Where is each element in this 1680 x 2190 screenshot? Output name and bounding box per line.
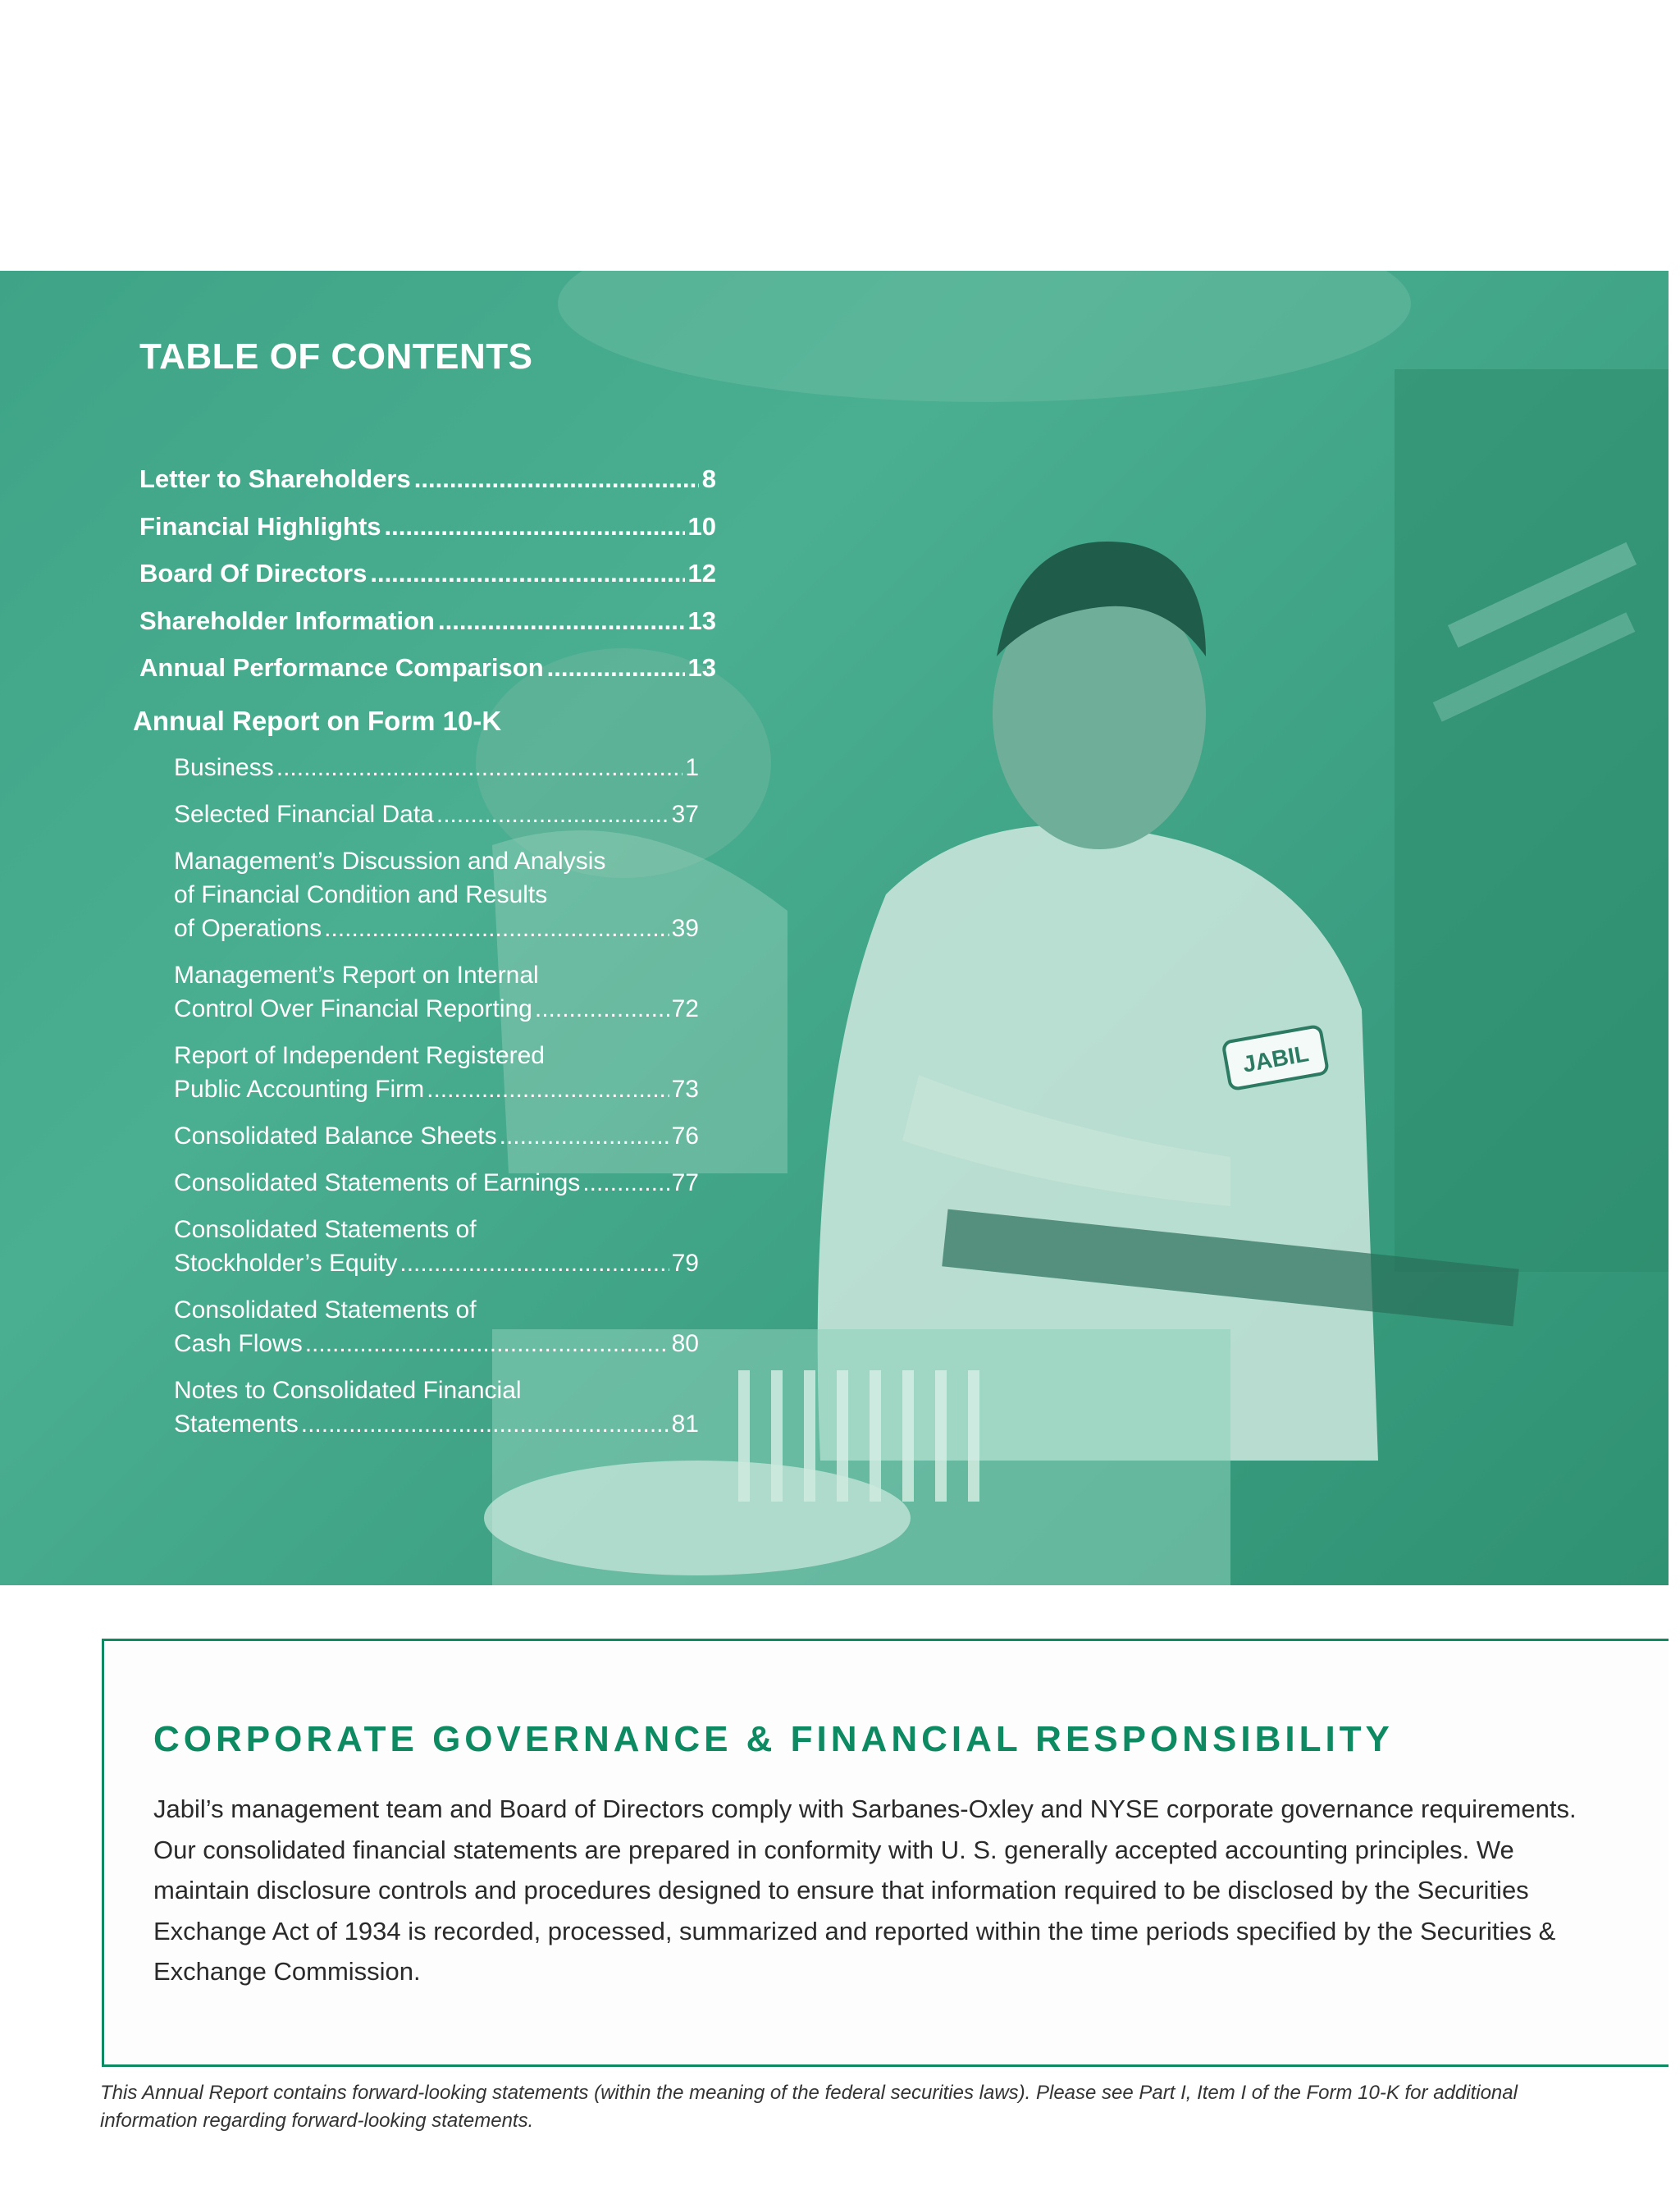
governance-body: Jabil’s management team and Board of Directors comply with Sarbanes-Oxley and NYSE corporate governance requirements. Our consolidated financial statements are prepared in conformity with U. S. generally accepted accounting principles. We maintain disclosure controls and procedures designed to ensure that information required to be disclosed by the Securities Exchange Act of 1934 is recorded, processed, summarized and reported within the time periods specified by the Securities & Exchange Commission.	[153, 1795, 1577, 1986]
toc-sub-entry-line: Management’s Report on Internal	[174, 962, 539, 989]
toc-sub-entry-label: of Operations	[174, 915, 322, 942]
toc-leader-dots	[370, 550, 684, 597]
toc-entry	[139, 644, 716, 692]
toc-entry-page: 13	[687, 606, 716, 635]
toc-title: TABLE OF CONTENTS	[139, 336, 533, 377]
governance-title: CORPORATE GOVERNANCE & FINANCIAL RESPONSIBILITY	[153, 1719, 1394, 1759]
toc-leader-dots	[436, 798, 669, 831]
toc-entry-label: Letter to Shareholders	[139, 464, 411, 493]
toc-entry-page: 13	[687, 653, 716, 682]
toc-sub-entry-label: Selected Financial Data	[174, 801, 434, 828]
toc-sub-entry-label: Consolidated Statements of Earnings	[174, 1169, 581, 1196]
toc-entry-label: Financial Highlights	[139, 511, 381, 541]
toc-sub-entry-row	[174, 912, 699, 945]
forward-looking-disclaimer: This Annual Report contains forward-looking statements (within the meaning of the federal securities laws). Please see Part I, Item I of the Form 10-K for additional information regarding forward-looking statements.	[100, 2082, 1518, 2132]
toc-sub-entry-label: Control Over Financial Reporting	[174, 995, 532, 1022]
toc-leader-dots	[414, 455, 699, 503]
toc-sub-entry-page: 1	[685, 754, 699, 781]
toc-sub-entry-label: Stockholder’s Equity	[174, 1250, 398, 1277]
toc-sub-entry-label: Business	[174, 754, 274, 781]
toc-entry-page: 10	[687, 511, 716, 541]
toc-leader-dots	[324, 912, 669, 945]
badge-text: JABIL	[1240, 1040, 1311, 1077]
toc-sub-entry-line: Consolidated Statements of	[174, 1296, 477, 1324]
toc-sub-entry-page: 76	[671, 1122, 699, 1150]
toc-sub-entry-page: 73	[671, 1076, 699, 1103]
toc-sub-entry-page: 72	[671, 995, 699, 1022]
table-of-contents	[0, 271, 1669, 1585]
toc-sub-entry-line: of Financial Condition and Results	[174, 881, 548, 908]
toc-sub-entry-page: 77	[671, 1169, 699, 1196]
toc-leader-dots	[582, 1166, 669, 1200]
toc-sub-entry-page: 80	[671, 1330, 699, 1357]
toc-sub-entry-page: 39	[671, 915, 699, 942]
toc-entry	[139, 503, 716, 551]
toc-entry-label: Shareholder Information	[139, 606, 435, 635]
toc-entry	[139, 550, 716, 597]
toc-leader-dots	[305, 1327, 669, 1360]
toc-sub-entry-row	[174, 798, 699, 831]
toc-sub-entry-row	[174, 992, 699, 1026]
toc-sub-entry	[174, 1374, 699, 1441]
toc-sub-entry-row	[174, 1072, 699, 1106]
toc-entry-label: Board Of Directors	[139, 559, 368, 588]
toc-leader-dots	[276, 751, 683, 784]
toc-entry	[139, 597, 716, 645]
toc-main-list	[139, 455, 716, 692]
toc-sub-entry-line: Consolidated Statements of	[174, 1216, 477, 1243]
toc-sub-entry-label: Statements	[174, 1410, 299, 1438]
toc-sub-entry-row	[174, 1407, 699, 1441]
toc-sub-entry-line: Management’s Discussion and Analysis	[174, 848, 606, 875]
form-10k-heading: Annual Report on Form 10-K	[133, 706, 502, 736]
toc-sub-entry	[174, 1166, 699, 1200]
toc-leader-dots	[438, 597, 685, 645]
toc-sub-entry-line: Report of Independent Registered	[174, 1042, 545, 1069]
toc-sub-entry-label: Cash Flows	[174, 1330, 303, 1357]
toc-sub-entry-page: 79	[671, 1250, 699, 1277]
governance-panel	[102, 1639, 1669, 2067]
toc-entry	[139, 455, 716, 503]
toc-sub-entry-label: Public Accounting Firm	[174, 1076, 425, 1103]
toc-form-10k-list	[174, 751, 699, 1454]
toc-sub-entry-row	[174, 1119, 699, 1153]
toc-sub-entry-label: Consolidated Balance Sheets	[174, 1122, 497, 1150]
toc-sub-entry	[174, 1039, 699, 1106]
toc-sub-entry-page: 37	[671, 801, 699, 828]
toc-sub-entry	[174, 958, 699, 1026]
toc-sub-entry-row	[174, 1166, 699, 1200]
toc-leader-dots	[535, 992, 669, 1026]
toc-leader-dots	[427, 1072, 669, 1106]
toc-entry-page: 8	[701, 464, 716, 493]
hero-photo-band	[0, 271, 1669, 1585]
toc-sub-entry-row	[174, 1327, 699, 1360]
toc-entry-page: 12	[687, 559, 716, 588]
toc-sub-entry	[174, 1213, 699, 1280]
toc-entry-label: Annual Performance Comparison	[139, 653, 544, 682]
toc-leader-dots	[399, 1246, 669, 1280]
toc-sub-entry-line: Notes to Consolidated Financial	[174, 1377, 522, 1404]
toc-sub-entry	[174, 751, 699, 784]
toc-leader-dots	[301, 1407, 669, 1441]
toc-sub-entry-row	[174, 1246, 699, 1280]
toc-leader-dots	[385, 503, 685, 551]
toc-leader-dots	[547, 644, 685, 692]
toc-sub-entry-row	[174, 751, 699, 784]
toc-leader-dots	[500, 1119, 669, 1153]
toc-sub-entry-page: 81	[671, 1410, 699, 1438]
toc-sub-entry	[174, 844, 699, 945]
toc-sub-entry	[174, 1293, 699, 1360]
toc-sub-entry	[174, 1119, 699, 1153]
toc-sub-entry	[174, 798, 699, 831]
